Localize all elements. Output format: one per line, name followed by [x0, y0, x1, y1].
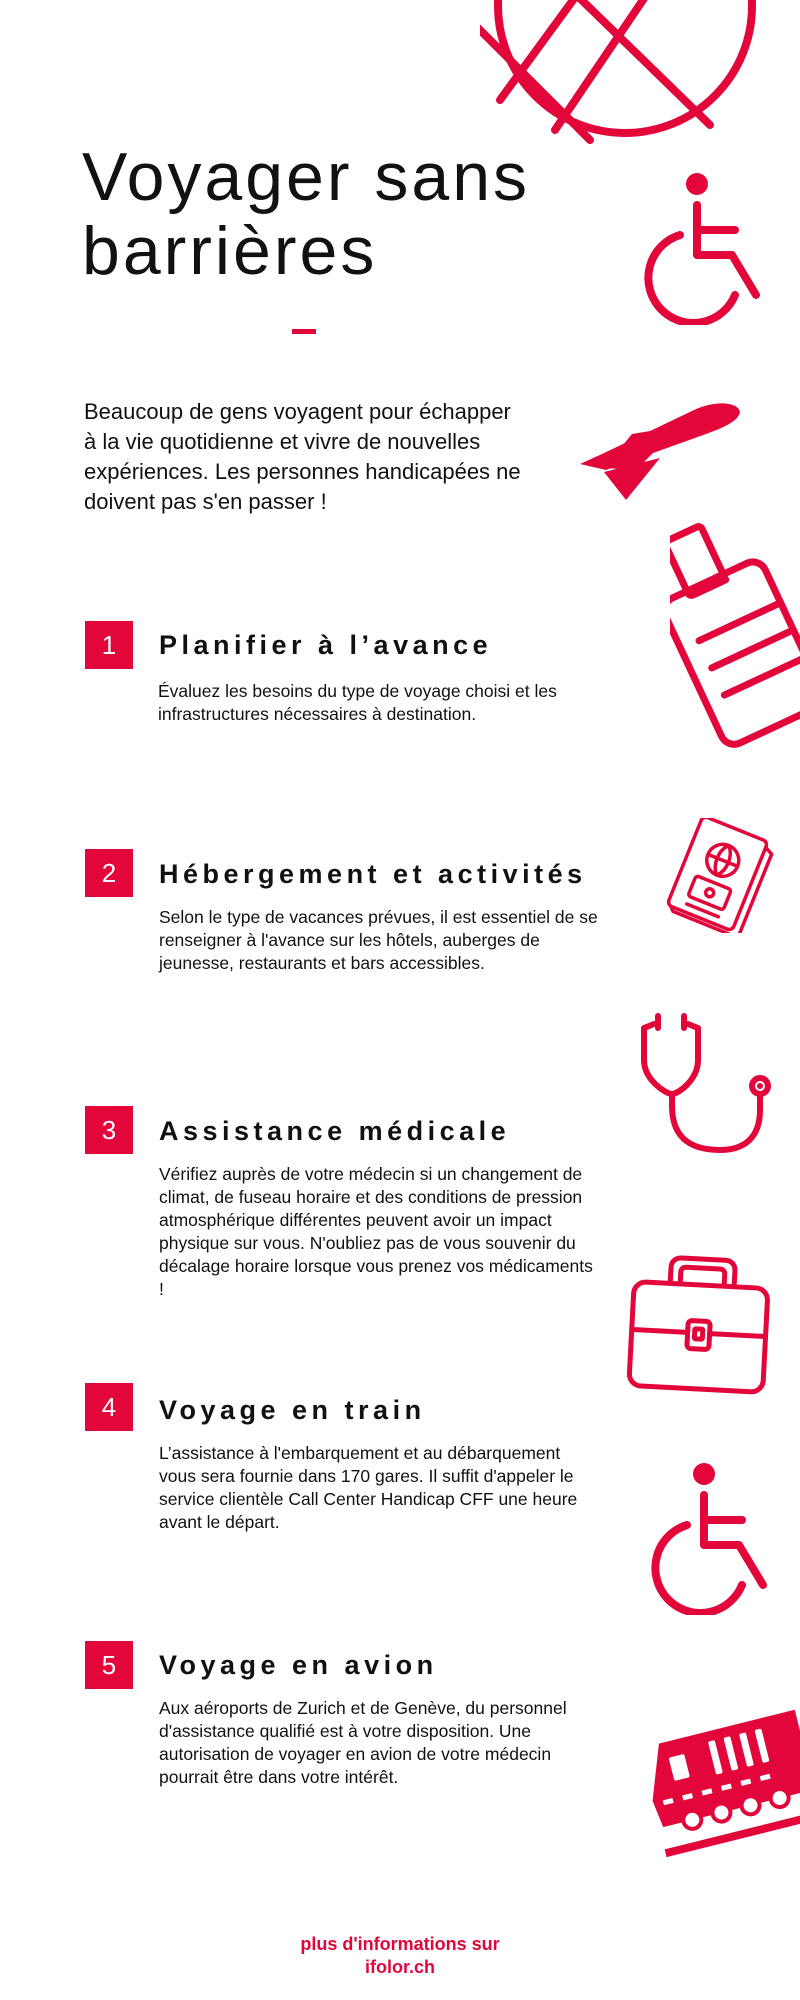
medical-bag-icon [626, 1255, 772, 1397]
step-2-number-badge: 2 [85, 849, 133, 897]
globe-icon [480, 0, 770, 150]
page-title [82, 140, 602, 288]
page-title-line-1: Voyager sans [82, 139, 531, 215]
step-3-title: Assistance médicale [159, 1116, 511, 1146]
suitcase-icon [670, 515, 800, 755]
step-1-title: Planifier à l’avance [159, 630, 493, 660]
airplane-icon [576, 398, 741, 508]
train-icon [640, 1700, 800, 1865]
step-2-title: Hébergement et activités [159, 859, 587, 889]
footer-line-1: plus d'informations sur [300, 1934, 500, 1954]
step-1-text: Évaluez les besoins du type de voyage choisi et les infrastructures nécessaires à destination. [158, 681, 557, 724]
footer-link[interactable] [0, 1933, 800, 1979]
step-2-text: Selon le type de vacances prévues, il est essentiel de se renseigner à l'avance sur les hôtels, auberges de jeunesse, restaurants et bars accessibles. [159, 907, 598, 973]
page-title-line-2: barrières [82, 213, 378, 289]
step-3-number-badge: 3 [85, 1106, 133, 1154]
step-4-number-badge: 4 [85, 1383, 133, 1431]
footer-line-2: ifolor.ch [364, 1957, 435, 1977]
wheelchair-icon [640, 165, 770, 325]
step-1-number-badge: 1 [85, 621, 133, 669]
intro-text: Beaucoup de gens voyagent pour échapper à la vie quotidienne et vivre de nouvelles expériences. Les personnes handicapées ne doivent pas s'en passer ! [84, 399, 521, 514]
passport-icon [664, 818, 774, 933]
step-5-title: Voyage en avion [159, 1650, 438, 1680]
step-5-number-badge: 5 [85, 1641, 133, 1689]
step-3-text: Vérifiez auprès de votre médecin si un changement de climat, de fuseau horaire et des conditions de pression atmosphérique différentes peuvent avoir un impact physique sur vous. N'oubliez pas de vous souvenir du décalage horaire lorsque vous prenez vos médicaments ! [159, 1164, 593, 1299]
wheelchair-icon [647, 1455, 777, 1615]
step-4-text: L’assistance à l'embarquement et au débarquement vous sera fournie dans 170 gares. Il suffit d'appeler le service clientèle Call Center Handicap CFF une heure avant le départ. [159, 1443, 578, 1532]
stethoscope-icon [636, 1010, 776, 1160]
step-4-title: Voyage en train [159, 1395, 426, 1425]
step-5-text: Aux aéroports de Zurich et de Genève, du personnel d'assistance qualifié est à votre disposition. Une autorisation de voyager en avion de votre médecin pourrait être dans votre intérêt. [159, 1698, 567, 1787]
title-divider [292, 329, 316, 334]
